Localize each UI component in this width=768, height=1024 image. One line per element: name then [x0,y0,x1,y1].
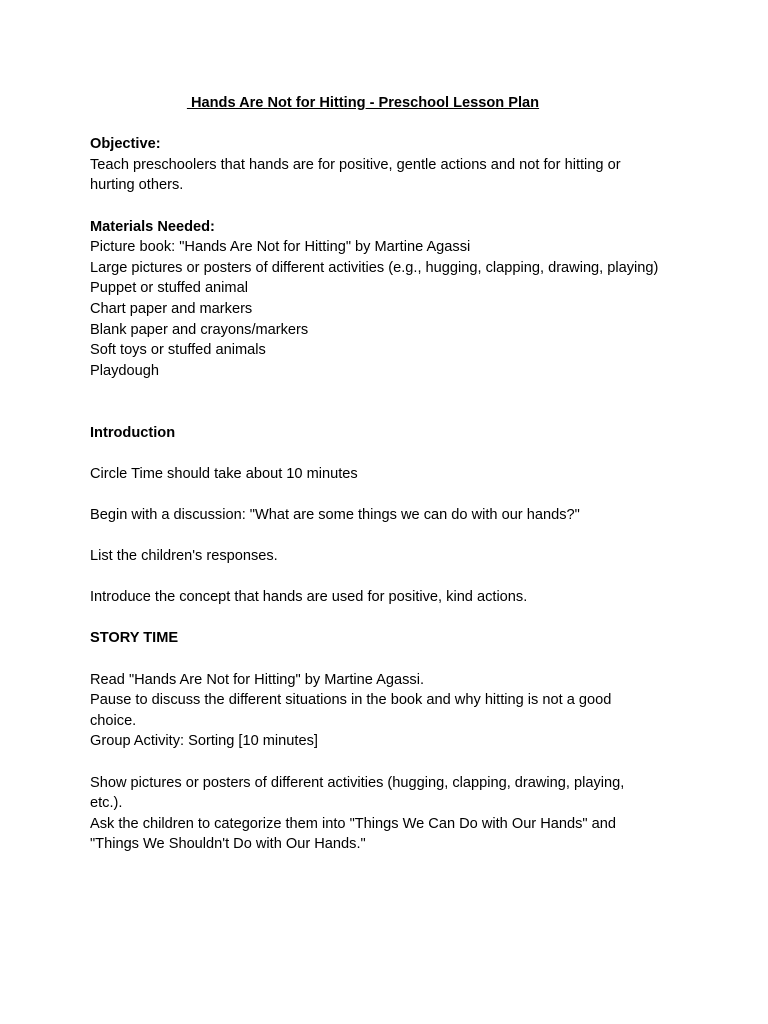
spacer [90,567,690,588]
spacer [90,752,690,773]
spacer [90,443,690,464]
introduction-paragraph: Introduce the concept that hands are used for positive, kind actions. [90,589,528,606]
materials-heading: Materials Needed: [90,218,215,235]
objective-text: Teach preschoolers that hands are for positive, gentle actions and not for hitting or hurting others. [90,156,621,194]
document-title: Hands Are Not for Hitting - Preschool Lesson Plan [186,95,540,111]
spacer [90,649,690,670]
objective-heading: Objective: [90,136,161,153]
materials-item: Large pictures or posters of different activities (e.g., hugging, clapping, drawing, playing) [90,259,659,276]
spacer [90,525,690,546]
spacer [90,381,690,422]
story-time-heading: STORY TIME [90,630,179,647]
story-time-line: Group Activity: Sorting [10 minutes] [90,733,318,750]
materials-item: Blank paper and crayons/markers [90,321,309,338]
materials-item: Soft toys or stuffed animals [90,342,266,359]
introduction-paragraph: List the children's responses. [90,548,278,565]
spacer [90,484,690,505]
activity-line: Ask the children to categorize them into "Things We Can Do with Our Hands" and "Things We Shouldn't Do with Our Hands." [90,815,616,853]
activity-line: Show pictures or posters of different activities (hugging, clapping, drawing, playing, etc.). [90,774,625,812]
materials-item: Puppet or stuffed animal [90,280,248,297]
spacer [90,196,690,217]
story-time-line: Pause to discuss the different situations in the book and why hitting is not a good choice. [90,692,612,729]
introduction-paragraph: Circle Time should take about 10 minutes [90,465,358,482]
materials-item: Chart paper and markers [90,300,253,317]
materials-item: Picture book: "Hands Are Not for Hitting" by Martine Agassi [90,239,471,256]
introduction-heading: Introduction [90,424,176,441]
introduction-paragraph: Begin with a discussion: "What are some things we can do with our hands?" [90,506,580,523]
story-time-line: Read "Hands Are Not for Hitting" by Martine Agassi. [90,671,425,688]
document-page [90,93,690,855]
spacer [90,608,690,629]
materials-item: Playdough [90,362,159,379]
